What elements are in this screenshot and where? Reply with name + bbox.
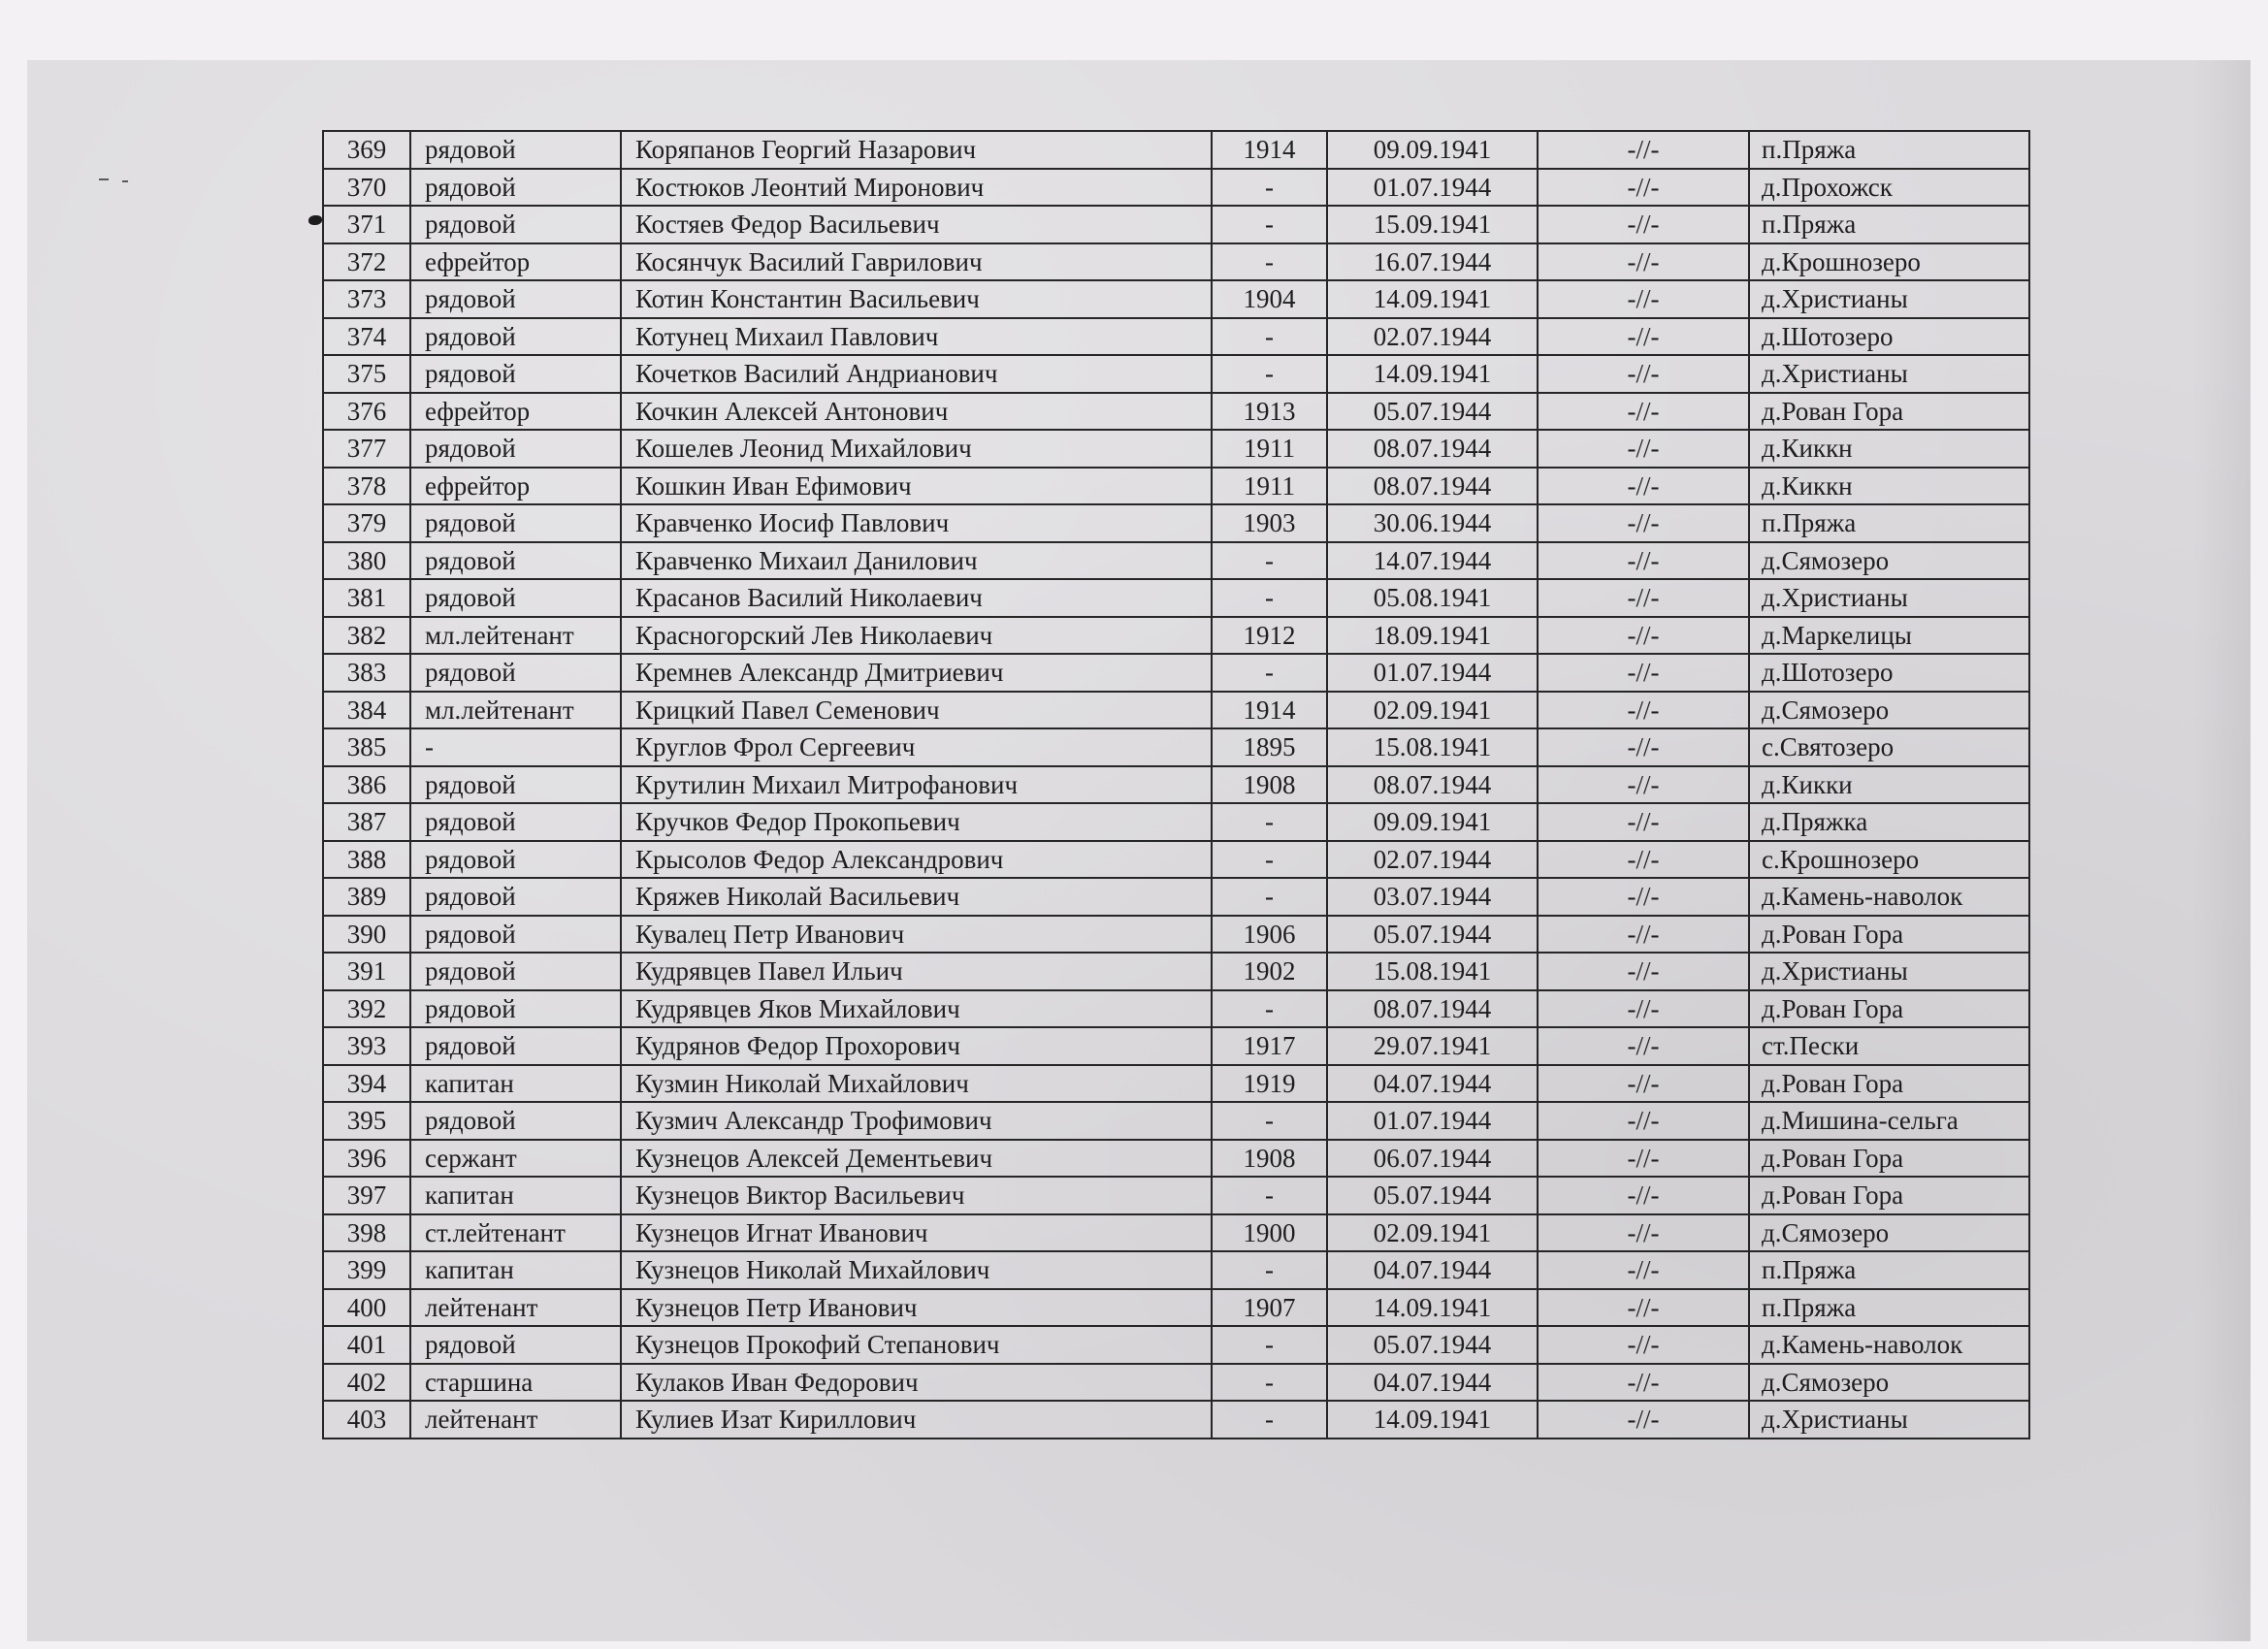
row-number-cell: 385 — [323, 728, 410, 766]
row-number-cell: 396 — [323, 1140, 410, 1178]
military-rank-cell: мл.лейтенант — [410, 692, 621, 729]
military-rank-cell: рядовой — [410, 169, 621, 207]
death-date-cell: 15.09.1941 — [1327, 206, 1538, 243]
death-date-cell: 01.07.1944 — [1327, 1102, 1538, 1140]
death-date-cell: 14.09.1941 — [1327, 355, 1538, 393]
ditto-mark-cell: -//- — [1538, 1102, 1749, 1140]
table-row — [323, 1251, 2029, 1289]
ditto-mark-cell: -//- — [1538, 878, 1749, 916]
row-number-cell: 390 — [323, 916, 410, 954]
table-row — [323, 878, 2029, 916]
ditto-mark-cell: -//- — [1538, 1364, 1749, 1402]
death-date-cell: 08.07.1944 — [1327, 990, 1538, 1028]
birth-year-cell: - — [1212, 579, 1327, 617]
burial-place-cell: д.Сямозеро — [1749, 542, 2029, 580]
ditto-mark-cell: -//- — [1538, 206, 1749, 243]
row-number-cell: 388 — [323, 841, 410, 879]
birth-year-cell: - — [1212, 355, 1327, 393]
military-rank-cell: ефрейтор — [410, 468, 621, 505]
burial-place-cell: д.Кикки — [1749, 766, 2029, 804]
military-rank-cell: ефрейтор — [410, 393, 621, 431]
row-number-cell: 377 — [323, 430, 410, 468]
ditto-mark-cell: -//- — [1538, 1177, 1749, 1214]
row-number-cell: 399 — [323, 1251, 410, 1289]
burial-place-cell: ст.Пески — [1749, 1027, 2029, 1065]
ditto-mark-cell: -//- — [1538, 280, 1749, 318]
burial-place-cell: с.Святозеро — [1749, 728, 2029, 766]
birth-year-cell: - — [1212, 169, 1327, 207]
table-row — [323, 1177, 2029, 1214]
full-name-cell: Кудрявцев Яков Михайлович — [621, 990, 1212, 1028]
death-date-cell: 14.07.1944 — [1327, 542, 1538, 580]
death-date-cell: 05.08.1941 — [1327, 579, 1538, 617]
row-number-cell: 400 — [323, 1289, 410, 1327]
row-number-cell: 379 — [323, 504, 410, 542]
birth-year-cell: 1904 — [1212, 280, 1327, 318]
military-rank-cell: сержант — [410, 1140, 621, 1178]
burial-place-cell: д.Рован Гора — [1749, 1065, 2029, 1103]
full-name-cell: Костюков Леонтий Миронович — [621, 169, 1212, 207]
death-date-cell: 03.07.1944 — [1327, 878, 1538, 916]
death-date-cell: 29.07.1941 — [1327, 1027, 1538, 1065]
full-name-cell: Кулиев Изат Кириллович — [621, 1401, 1212, 1439]
full-name-cell: Круглов Фрол Сергеевич — [621, 728, 1212, 766]
full-name-cell: Кочкин Алексей Антонович — [621, 393, 1212, 431]
military-rank-cell: рядовой — [410, 803, 621, 841]
birth-year-cell: - — [1212, 803, 1327, 841]
full-name-cell: Кузнецов Игнат Иванович — [621, 1214, 1212, 1252]
row-number-cell: 376 — [323, 393, 410, 431]
military-rank-cell: капитан — [410, 1177, 621, 1214]
birth-year-cell: 1906 — [1212, 916, 1327, 954]
table-row — [323, 1102, 2029, 1140]
row-number-cell: 375 — [323, 355, 410, 393]
table-row — [323, 692, 2029, 729]
death-date-cell: 02.09.1941 — [1327, 1214, 1538, 1252]
table-row — [323, 654, 2029, 692]
full-name-cell: Кузнецов Николай Михайлович — [621, 1251, 1212, 1289]
burial-place-cell: д.Камень-наволок — [1749, 1326, 2029, 1364]
row-number-cell: 402 — [323, 1364, 410, 1402]
birth-year-cell: - — [1212, 206, 1327, 243]
burial-place-cell: д.Камень-наволок — [1749, 878, 2029, 916]
table-row — [323, 280, 2029, 318]
military-rank-cell: рядовой — [410, 878, 621, 916]
table-row — [323, 728, 2029, 766]
death-date-cell: 15.08.1941 — [1327, 953, 1538, 990]
row-number-cell: 391 — [323, 953, 410, 990]
death-date-cell: 04.07.1944 — [1327, 1364, 1538, 1402]
burial-place-cell: д.Христианы — [1749, 953, 2029, 990]
full-name-cell: Красногорский Лев Николаевич — [621, 617, 1212, 655]
military-rank-cell: рядовой — [410, 579, 621, 617]
death-date-cell: 16.07.1944 — [1327, 243, 1538, 281]
death-date-cell: 14.09.1941 — [1327, 1289, 1538, 1327]
military-rank-cell: рядовой — [410, 131, 621, 169]
military-rank-cell: рядовой — [410, 953, 621, 990]
table-row — [323, 916, 2029, 954]
ditto-mark-cell: -//- — [1538, 1289, 1749, 1327]
row-number-cell: 369 — [323, 131, 410, 169]
military-rank-cell: рядовой — [410, 1027, 621, 1065]
table-row — [323, 1065, 2029, 1103]
ink-spot — [308, 215, 322, 225]
table-row — [323, 1214, 2029, 1252]
row-number-cell: 387 — [323, 803, 410, 841]
birth-year-cell: 1911 — [1212, 430, 1327, 468]
ditto-mark-cell: -//- — [1538, 916, 1749, 954]
ditto-mark-cell: -//- — [1538, 355, 1749, 393]
table-row — [323, 766, 2029, 804]
burial-place-cell: д.Крошнозеро — [1749, 243, 2029, 281]
table-row — [323, 206, 2029, 243]
burial-place-cell: с.Крошнозеро — [1749, 841, 2029, 879]
death-date-cell: 01.07.1944 — [1327, 169, 1538, 207]
ditto-mark-cell: -//- — [1538, 430, 1749, 468]
military-rank-cell: рядовой — [410, 355, 621, 393]
burial-place-cell: п.Пряжа — [1749, 1289, 2029, 1327]
stray-mark — [99, 178, 109, 180]
row-number-cell: 372 — [323, 243, 410, 281]
ditto-mark-cell: -//- — [1538, 1140, 1749, 1178]
death-date-cell: 09.09.1941 — [1327, 803, 1538, 841]
row-number-cell: 370 — [323, 169, 410, 207]
burial-place-cell: д.Пряжка — [1749, 803, 2029, 841]
ditto-mark-cell: -//- — [1538, 728, 1749, 766]
military-rank-cell: рядовой — [410, 318, 621, 356]
table-row — [323, 1364, 2029, 1402]
birth-year-cell: 1917 — [1212, 1027, 1327, 1065]
full-name-cell: Кряжев Николай Васильевич — [621, 878, 1212, 916]
full-name-cell: Косянчук Василий Гаврилович — [621, 243, 1212, 281]
birth-year-cell: - — [1212, 1177, 1327, 1214]
full-name-cell: Котин Константин Васильевич — [621, 280, 1212, 318]
burial-place-cell: д.Шотозеро — [1749, 318, 2029, 356]
military-rank-cell: лейтенант — [410, 1289, 621, 1327]
military-rank-cell: рядовой — [410, 990, 621, 1028]
burial-place-cell: д.Маркелицы — [1749, 617, 2029, 655]
ditto-mark-cell: -//- — [1538, 990, 1749, 1028]
military-rank-cell: рядовой — [410, 654, 621, 692]
burial-place-cell: д.Христианы — [1749, 280, 2029, 318]
ditto-mark-cell: -//- — [1538, 1401, 1749, 1439]
full-name-cell: Кремнев Александр Дмитриевич — [621, 654, 1212, 692]
full-name-cell: Кошкин Иван Ефимович — [621, 468, 1212, 505]
table-row — [323, 169, 2029, 207]
ditto-mark-cell: -//- — [1538, 579, 1749, 617]
death-date-cell: 08.07.1944 — [1327, 468, 1538, 505]
row-number-cell: 397 — [323, 1177, 410, 1214]
burial-place-cell: д.Рован Гора — [1749, 990, 2029, 1028]
ditto-mark-cell: -//- — [1538, 1065, 1749, 1103]
row-number-cell: 380 — [323, 542, 410, 580]
ditto-mark-cell: -//- — [1538, 1027, 1749, 1065]
ditto-mark-cell: -//- — [1538, 654, 1749, 692]
burial-place-cell: д.Сямозеро — [1749, 1214, 2029, 1252]
ditto-mark-cell: -//- — [1538, 169, 1749, 207]
ditto-mark-cell: -//- — [1538, 766, 1749, 804]
ditto-mark-cell: -//- — [1538, 617, 1749, 655]
burial-place-cell: д.Рован Гора — [1749, 916, 2029, 954]
military-rank-cell: рядовой — [410, 542, 621, 580]
military-rank-cell: рядовой — [410, 1102, 621, 1140]
birth-year-cell: - — [1212, 1364, 1327, 1402]
full-name-cell: Костяев Федор Васильевич — [621, 206, 1212, 243]
death-date-cell: 02.07.1944 — [1327, 841, 1538, 879]
table-row — [323, 131, 2029, 169]
row-number-cell: 392 — [323, 990, 410, 1028]
death-date-cell: 04.07.1944 — [1327, 1251, 1538, 1289]
birth-year-cell: - — [1212, 1401, 1327, 1439]
birth-year-cell: 1900 — [1212, 1214, 1327, 1252]
casualty-roster-table — [322, 130, 2030, 1439]
military-rank-cell: рядовой — [410, 206, 621, 243]
burial-place-cell: д.Сямозеро — [1749, 692, 2029, 729]
row-number-cell: 398 — [323, 1214, 410, 1252]
burial-place-cell: д.Сямозеро — [1749, 1364, 2029, 1402]
death-date-cell: 05.07.1944 — [1327, 1326, 1538, 1364]
birth-year-cell: - — [1212, 1326, 1327, 1364]
burial-place-cell: д.Рован Гора — [1749, 393, 2029, 431]
row-number-cell: 403 — [323, 1401, 410, 1439]
burial-place-cell: д.Мишина-сельга — [1749, 1102, 2029, 1140]
death-date-cell: 05.07.1944 — [1327, 393, 1538, 431]
death-date-cell: 08.07.1944 — [1327, 430, 1538, 468]
full-name-cell: Кузмин Николай Михайлович — [621, 1065, 1212, 1103]
table-row — [323, 318, 2029, 356]
birth-year-cell: 1908 — [1212, 1140, 1327, 1178]
birth-year-cell: 1908 — [1212, 766, 1327, 804]
row-number-cell: 374 — [323, 318, 410, 356]
military-rank-cell: рядовой — [410, 280, 621, 318]
ditto-mark-cell: -//- — [1538, 468, 1749, 505]
full-name-cell: Кравченко Иосиф Павлович — [621, 504, 1212, 542]
ditto-mark-cell: -//- — [1538, 131, 1749, 169]
death-date-cell: 02.07.1944 — [1327, 318, 1538, 356]
table-row — [323, 1027, 2029, 1065]
table-row — [323, 355, 2029, 393]
birth-year-cell: 1903 — [1212, 504, 1327, 542]
table-row — [323, 542, 2029, 580]
burial-place-cell: д.Шотозеро — [1749, 654, 2029, 692]
birth-year-cell: 1902 — [1212, 953, 1327, 990]
military-rank-cell: рядовой — [410, 766, 621, 804]
military-rank-cell: старшина — [410, 1364, 621, 1402]
row-number-cell: 394 — [323, 1065, 410, 1103]
birth-year-cell: 1913 — [1212, 393, 1327, 431]
death-date-cell: 15.08.1941 — [1327, 728, 1538, 766]
full-name-cell: Кузнецов Алексей Дементьевич — [621, 1140, 1212, 1178]
burial-place-cell: д.Христианы — [1749, 579, 2029, 617]
burial-place-cell: д.Рован Гора — [1749, 1177, 2029, 1214]
ditto-mark-cell: -//- — [1538, 318, 1749, 356]
table-row — [323, 1140, 2029, 1178]
birth-year-cell: - — [1212, 1251, 1327, 1289]
table-row — [323, 504, 2029, 542]
full-name-cell: Кузнецов Прокофий Степанович — [621, 1326, 1212, 1364]
table-row — [323, 803, 2029, 841]
full-name-cell: Котунец Михаил Павлович — [621, 318, 1212, 356]
full-name-cell: Кузнецов Виктор Васильевич — [621, 1177, 1212, 1214]
birth-year-cell: - — [1212, 654, 1327, 692]
row-number-cell: 381 — [323, 579, 410, 617]
ditto-mark-cell: -//- — [1538, 1251, 1749, 1289]
full-name-cell: Красанов Василий Николаевич — [621, 579, 1212, 617]
death-date-cell: 05.07.1944 — [1327, 1177, 1538, 1214]
burial-place-cell: д.Киккн — [1749, 468, 2029, 505]
full-name-cell: Крысолов Федор Александрович — [621, 841, 1212, 879]
roster-body — [323, 131, 2029, 1439]
burial-place-cell: д.Христианы — [1749, 355, 2029, 393]
military-rank-cell: капитан — [410, 1251, 621, 1289]
ditto-mark-cell: -//- — [1538, 803, 1749, 841]
death-date-cell: 05.07.1944 — [1327, 916, 1538, 954]
military-rank-cell: рядовой — [410, 841, 621, 879]
military-rank-cell: рядовой — [410, 504, 621, 542]
row-number-cell: 373 — [323, 280, 410, 318]
burial-place-cell: д.Прохожск — [1749, 169, 2029, 207]
full-name-cell: Кудрявцев Павел Ильич — [621, 953, 1212, 990]
table-row — [323, 579, 2029, 617]
death-date-cell: 30.06.1944 — [1327, 504, 1538, 542]
full-name-cell: Крутилин Михаил Митрофанович — [621, 766, 1212, 804]
table-row — [323, 953, 2029, 990]
military-rank-cell: мл.лейтенант — [410, 617, 621, 655]
ditto-mark-cell: -//- — [1538, 243, 1749, 281]
death-date-cell: 14.09.1941 — [1327, 1401, 1538, 1439]
full-name-cell: Кудрянов Федор Прохорович — [621, 1027, 1212, 1065]
birth-year-cell: 1914 — [1212, 692, 1327, 729]
row-number-cell: 382 — [323, 617, 410, 655]
table-row — [323, 1326, 2029, 1364]
table-row — [323, 1289, 2029, 1327]
birth-year-cell: 1895 — [1212, 728, 1327, 766]
death-date-cell: 06.07.1944 — [1327, 1140, 1538, 1178]
birth-year-cell: 1914 — [1212, 131, 1327, 169]
military-rank-cell: рядовой — [410, 1326, 621, 1364]
death-date-cell: 02.09.1941 — [1327, 692, 1538, 729]
row-number-cell: 384 — [323, 692, 410, 729]
full-name-cell: Коряпанов Георгий Назарович — [621, 131, 1212, 169]
stray-mark — [122, 180, 128, 182]
death-date-cell: 01.07.1944 — [1327, 654, 1538, 692]
ditto-mark-cell: -//- — [1538, 841, 1749, 879]
birth-year-cell: 1907 — [1212, 1289, 1327, 1327]
ditto-mark-cell: -//- — [1538, 692, 1749, 729]
death-date-cell: 09.09.1941 — [1327, 131, 1538, 169]
burial-place-cell: п.Пряжа — [1749, 131, 2029, 169]
death-date-cell: 08.07.1944 — [1327, 766, 1538, 804]
full-name-cell: Кузмич Александр Трофимович — [621, 1102, 1212, 1140]
row-number-cell: 383 — [323, 654, 410, 692]
table-row — [323, 1401, 2029, 1439]
full-name-cell: Кручков Федор Прокопьевич — [621, 803, 1212, 841]
burial-place-cell: д.Христианы — [1749, 1401, 2029, 1439]
military-rank-cell: - — [410, 728, 621, 766]
birth-year-cell: - — [1212, 841, 1327, 879]
burial-place-cell: п.Пряжа — [1749, 206, 2029, 243]
burial-place-cell: д.Рован Гора — [1749, 1140, 2029, 1178]
military-rank-cell: ефрейтор — [410, 243, 621, 281]
full-name-cell: Кравченко Михаил Данилович — [621, 542, 1212, 580]
row-number-cell: 378 — [323, 468, 410, 505]
military-rank-cell: рядовой — [410, 916, 621, 954]
table-row — [323, 243, 2029, 281]
ditto-mark-cell: -//- — [1538, 1326, 1749, 1364]
full-name-cell: Кулаков Иван Федорович — [621, 1364, 1212, 1402]
table-row — [323, 468, 2029, 505]
full-name-cell: Крицкий Павел Семенович — [621, 692, 1212, 729]
row-number-cell: 395 — [323, 1102, 410, 1140]
ditto-mark-cell: -//- — [1538, 504, 1749, 542]
row-number-cell: 371 — [323, 206, 410, 243]
birth-year-cell: - — [1212, 990, 1327, 1028]
ditto-mark-cell: -//- — [1538, 542, 1749, 580]
ditto-mark-cell: -//- — [1538, 393, 1749, 431]
military-rank-cell: ст.лейтенант — [410, 1214, 621, 1252]
military-rank-cell: капитан — [410, 1065, 621, 1103]
full-name-cell: Кувалец Петр Иванович — [621, 916, 1212, 954]
row-number-cell: 401 — [323, 1326, 410, 1364]
burial-place-cell: п.Пряжа — [1749, 504, 2029, 542]
ditto-mark-cell: -//- — [1538, 1214, 1749, 1252]
table-row — [323, 841, 2029, 879]
row-number-cell: 393 — [323, 1027, 410, 1065]
military-rank-cell: рядовой — [410, 430, 621, 468]
full-name-cell: Кочетков Василий Андрианович — [621, 355, 1212, 393]
military-rank-cell: лейтенант — [410, 1401, 621, 1439]
row-number-cell: 389 — [323, 878, 410, 916]
full-name-cell: Кузнецов Петр Иванович — [621, 1289, 1212, 1327]
table-row — [323, 393, 2029, 431]
full-name-cell: Кошелев Леонид Михайлович — [621, 430, 1212, 468]
birth-year-cell: 1912 — [1212, 617, 1327, 655]
burial-place-cell: д.Киккн — [1749, 430, 2029, 468]
table-row — [323, 617, 2029, 655]
birth-year-cell: - — [1212, 542, 1327, 580]
birth-year-cell: - — [1212, 243, 1327, 281]
table-row — [323, 430, 2029, 468]
burial-place-cell: п.Пряжа — [1749, 1251, 2029, 1289]
birth-year-cell: - — [1212, 318, 1327, 356]
table-row — [323, 990, 2029, 1028]
row-number-cell: 386 — [323, 766, 410, 804]
birth-year-cell: 1911 — [1212, 468, 1327, 505]
death-date-cell: 04.07.1944 — [1327, 1065, 1538, 1103]
birth-year-cell: 1919 — [1212, 1065, 1327, 1103]
ditto-mark-cell: -//- — [1538, 953, 1749, 990]
birth-year-cell: - — [1212, 1102, 1327, 1140]
death-date-cell: 18.09.1941 — [1327, 617, 1538, 655]
birth-year-cell: - — [1212, 878, 1327, 916]
death-date-cell: 14.09.1941 — [1327, 280, 1538, 318]
